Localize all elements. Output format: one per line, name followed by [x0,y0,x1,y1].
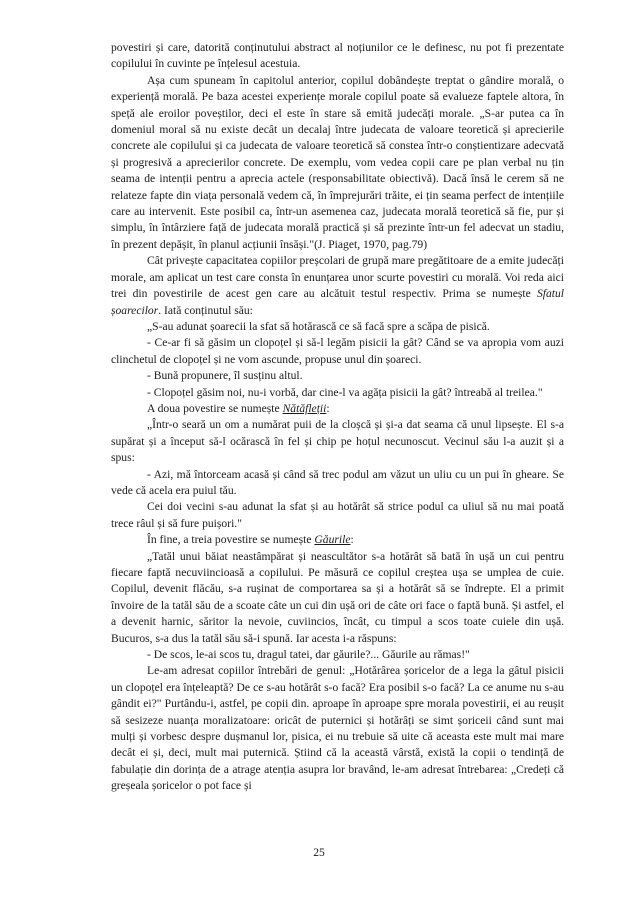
paragraph [111,532,564,548]
paragraph [111,40,564,73]
paragraph-text: - Bună propunere, îl susținu altul. [147,369,303,383]
paragraph-text: Cât privește capacitatea copiilor preșcolari de grupă mare pregătitoare de a emite judecăți morale, am aplicat un test care consta în enunțarea unor scurte povestiri cu morală. Voi reda aici trei din povestirile de acest gen care au alcătuit testul respectiv. Prima se numește [111,254,564,301]
paragraph [111,549,564,647]
paragraph-text: Le-am adresat copiilor întrebări de genul: „Hotărârea șoricelor de a lega la gâtul pisicii un clopoțel era înțeleaptă? De ce s-au hotărât s-o facă? Era posibil s-o facă? La ce anume nu s-au gândit ei?" Purtându-i, astfel, pe copii din. aproape în aproape spre morala povestirii, ei au reușit să sesizeze nuanța moralizatoare: oricât de puternici și hotărâți se simt șoriceii când sunt mai mulți și vorbesc despre dușmanul lor, pisica, ei nu trebuie să uite că aceasta este mult mai mare decât ei și, deci, mult mai puternică. Știind că la această vârstă, există la copii o tendință de fabulație din dorința de a atrage atenția asupra lor bravând, le-am adresat întrebarea: „Credeți că greșeala șoricelor o pot face și [111,664,564,793]
paragraph [111,73,564,253]
paragraph-text: Cei doi vecini s-au adunat la sfat și au hotărât să strice podul ca uliul să nu mai poată trece râul și să fure puișori." [111,500,564,530]
paragraph [111,401,564,417]
paragraph [111,663,564,794]
paragraph-text: Așa cum spuneam în capitolul anterior, copilul dobândește treptat o gândire morală, o experiență morală. Pe baza acestei experiențe morale copilul poate să evalueze faptele altora, în speță ale eroilor poveștilor, deci el este în stare să emită judecăți morale. „S-ar putea ca în domeniul moral să nu existe decât un decalaj între judecata de valoare teoretică și aprecierile concrete ale copilului și ca judecata de valoare teoretică să constea într-o conștientizare adecvată și progresivă a aprecierilor concrete. De exemplu, vom vedea copii care pe plan verbal nu țin seama de intenții pentru a aprecia actele (responsabilitate obiectivă). Dacă însă le cerem să ne relateze fapte din viața personală vedem că, în împrejurări trăite, ei țin seama perfect de intențiile care au intervenit. Este posibil ca, într-un asemenea caz, judecata morală teoretică să fie, pur și simplu, în întârziere față de judecata morală practică și să prezinte într-un fel adecvat un stadiu, în prezent depășit, în planul acțiunii însăși."(J. Piaget, 1970, pag.79) [111,73,564,251]
paragraph-text: : [326,401,330,415]
paragraph-text: A doua povestire se numește [147,401,283,415]
paragraph [111,647,564,663]
paragraph [111,368,564,384]
paragraph-text: - Azi, mă întorceam acasă și când să trec podul am văzut un uliu cu un pui în gheare. Se vede că acela era puiul tău. [111,467,564,497]
paragraph-text: : [350,533,354,547]
paragraph-text: „S-au adunat șoarecii la sfat să hotărască ce să facă spre a scăpa de pisică. [147,319,490,333]
paragraph-text: . Iată conținutul său: [158,303,253,317]
paragraph [111,385,564,401]
paragraph [111,253,564,319]
paragraph [111,319,564,335]
page-number: 25 [313,846,325,859]
story-title: Găurile [314,533,351,547]
page-body [111,40,564,795]
paragraph-text: „Tatăl unui băiat neastâmpărat și neascultător s-a hotărât să bată în ușă un cui pentru fiecare faptă necuviincioasă a copilului. Pe măsură ce copilul creștea ușa se umplea de cuie. Copilul, devenit flăcău, s-a rușinat de comportarea sa și a hotărât să se îndrepte. El a primit învoire de la tatăl său de a scoate câte un cui din ușă ori de câte ori face o faptă bună. Și astfel, el a devenit harnic, săritor la nevoie, cuviincios, încât, cu timpul a scos toate cuiele din ușă. Bucuros, s-a dus la tatăl său să-i spună. Iar acesta i-a răspuns: [111,549,564,645]
paragraph-text: „Într-o seară un om a numărat puii de la cloșcă și și-a dat seama că unul lipsește. El s-a supărat și a început să-l ocărască în fel și chip pe hoțul necunoscut. Vecinul său l-a auzit și a spus: [111,418,564,465]
paragraph [111,335,564,368]
paragraph-text: - Clopoțel găsim noi, nu-i vorbă, dar cine-l va agăța pisicii la gât? întreabă al treilea." [147,385,543,399]
paragraph-text: - Ce-ar fi să găsim un clopoțel și să-l legăm pisicii la gât? Când se va apropia vom auzi clinchetul de clopoțel și ne vom ascunde, propuse unul din șoareci. [111,336,564,366]
story-title: Nătăfleții [282,401,327,415]
paragraph [111,417,564,466]
paragraph [111,467,564,500]
story-title: Sfatul șoarecilor [111,287,564,317]
paragraph [111,499,564,532]
paragraph-text: În fine, a treia povestire se numește [147,533,315,547]
paragraph-text: povestiri și care, datorită conținutului abstract al noțiunilor ce le definesc, nu pot fi prezentate copilului în cuvinte pe înțelesul acestuia. [111,41,564,71]
paragraph-text: - De scos, le-ai scos tu, dragul tatei, dar găurile?... Găurile au rămas!" [147,648,470,662]
